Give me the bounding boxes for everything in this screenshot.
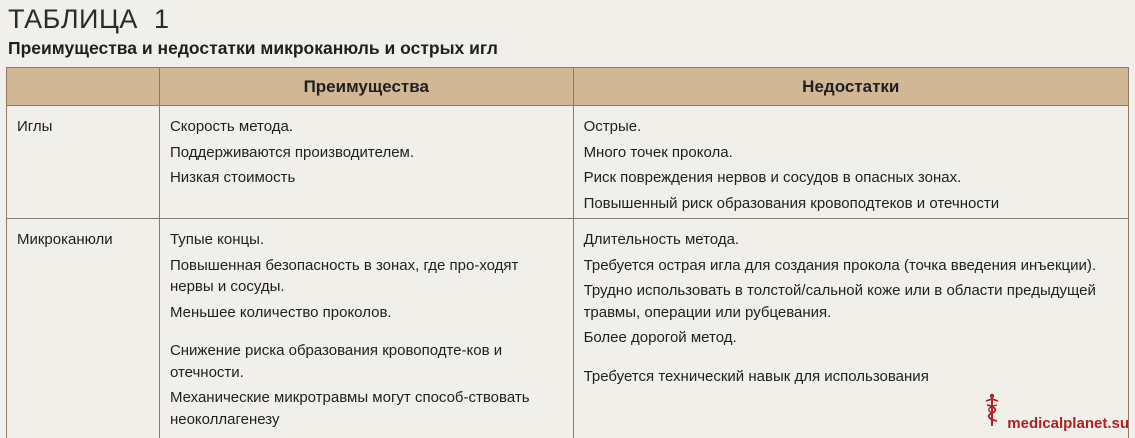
list-item: Требуется технический навык для использования (583, 367, 929, 385)
table-row (7, 219, 1129, 438)
watermark (981, 393, 1129, 432)
list-item: Длительность метода. (583, 231, 740, 248)
list-item: Острые. (583, 118, 642, 135)
row-name: Иглы (7, 106, 160, 219)
list-item: Поддерживаются производителем. (169, 143, 415, 161)
list-item: Скорость метода. (169, 118, 294, 135)
list-item: Более дорогой метод. (583, 329, 737, 346)
disadvantages-cell (573, 106, 1128, 219)
list-item: Повышенная безопасность в зонах, где про-ходят нервы и сосуды. (169, 256, 519, 295)
watermark-text: medicalplanet.su (1007, 415, 1129, 432)
list-item: Меньшее количество проколов. (169, 303, 392, 321)
list-item: Механические микротравмы могут способ-ствовать неоколлагенезу (169, 389, 530, 428)
header-empty (7, 68, 160, 106)
advantages-cell (159, 106, 573, 219)
row-name: Микроканюли (7, 219, 160, 438)
list-item: Тупые концы. (169, 231, 265, 248)
comparison-table (6, 67, 1129, 438)
advantages-cell (159, 219, 573, 438)
table-title: Преимущества и недостатки микроканюль и острых игл (8, 38, 498, 58)
table-number: 1 (153, 4, 170, 34)
header-disadvantages: Недостатки (573, 68, 1128, 106)
list-item: Требуется острая игла для создания прокола (точка введения инъекции). (583, 256, 1097, 274)
list-item: Много точек прокола. (583, 143, 733, 161)
table-label (8, 4, 169, 35)
table-row (7, 106, 1129, 219)
header-advantages: Преимущества (159, 68, 573, 106)
list-item: Трудно использовать в толстой/сальной коже или в области предыдущей травмы, операции или рубцевания. (583, 282, 1096, 321)
caduceus-icon (981, 393, 1003, 432)
list-item: Повышенный риск образования кровоподтеков и отечности (583, 194, 1000, 212)
header-row (7, 68, 1129, 106)
list-item: Низкая стоимость (169, 169, 296, 186)
table-label-word: ТАБЛИЦА (8, 4, 138, 34)
list-item: Снижение риска образования кровоподте-ков и отечности. (169, 342, 503, 381)
list-item: Риск повреждения нервов и сосудов в опасных зонах. (583, 169, 962, 186)
